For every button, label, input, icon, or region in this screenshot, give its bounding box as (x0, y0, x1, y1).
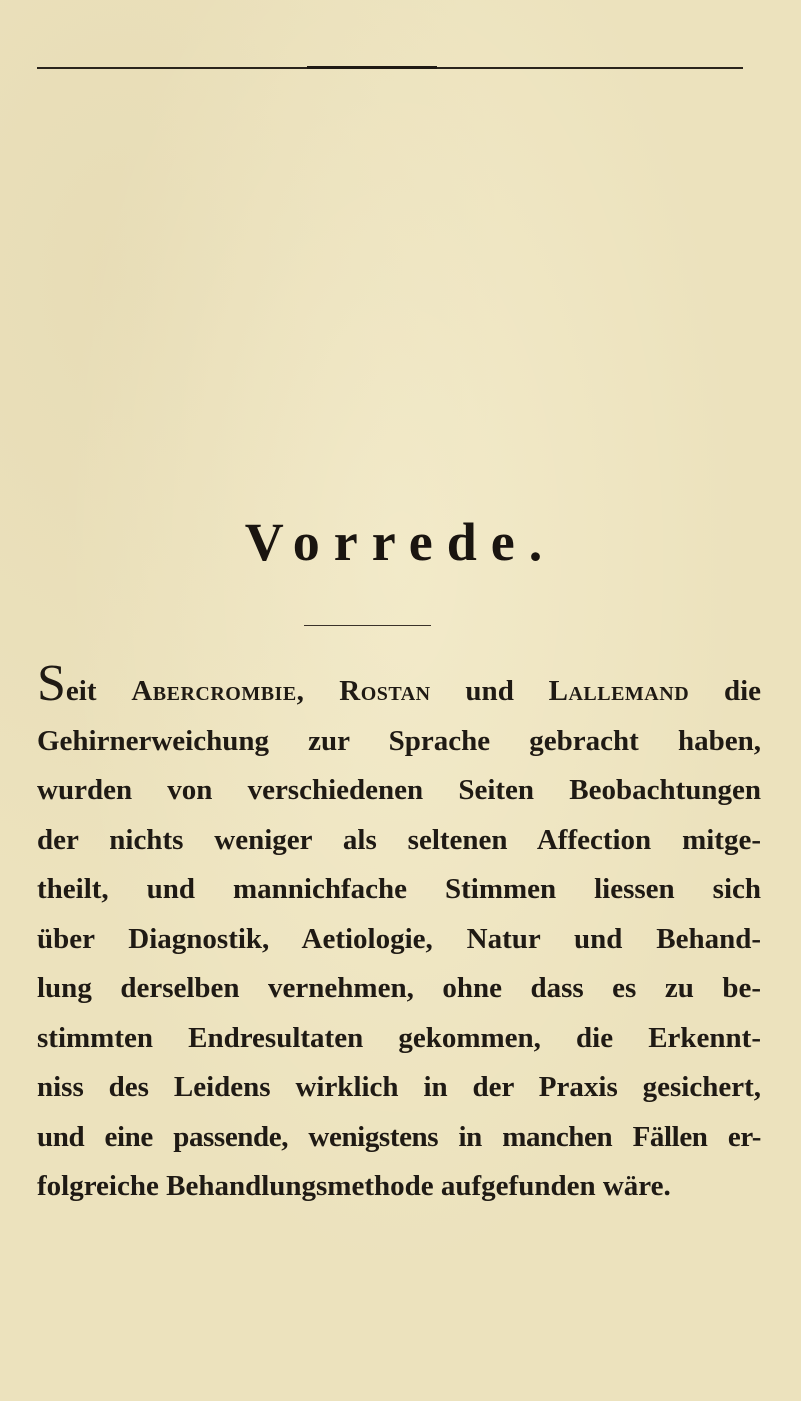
page-title: Vorrede. (244, 512, 557, 572)
line1-tail: die (689, 675, 762, 707)
line1-sep (304, 675, 339, 707)
paragraph-line: folgreiche Behandlungsmethode aufgefunden wäre. (37, 1170, 671, 1202)
paragraph-line: theilt, und mannichfache Stimmen liessen sich (37, 873, 761, 905)
author-name-lallemand: Lallemand (548, 675, 690, 707)
paragraph-line: niss des Leidens wirklich in der Praxis gesichert, (37, 1071, 761, 1103)
author-name-rostan: Rostan (339, 675, 431, 707)
paragraph-line: Gehirnerweichung zur Sprache gebracht haben, (37, 724, 761, 757)
paragraph-line: und eine passende, wenigstens in manchen Fällen er- (37, 1120, 761, 1153)
top-rule (37, 67, 743, 69)
paragraph-line: stimmten Endresultaten gekommen, die Erkennt- (37, 1021, 761, 1054)
paragraph-line-1 (37, 655, 762, 717)
paragraph-line: der nichts weniger als seltenen Affection mitge- (37, 823, 761, 856)
title-rule (304, 625, 431, 626)
drop-cap: S (37, 655, 66, 712)
author-name-abercrombie: Abercrombie, (131, 675, 305, 707)
preface-paragraph (37, 655, 762, 1212)
line1-mid: und (430, 675, 549, 707)
paragraph-line: über Diagnostik, Aetiologie, Natur und Behand- (37, 922, 761, 955)
line1-lead: eit (65, 675, 132, 707)
paragraph-line: wurden von verschiedenen Seiten Beobachtungen (37, 774, 761, 806)
paragraph-line: lung derselben vernehmen, ohne dass es zu be- (37, 972, 761, 1004)
